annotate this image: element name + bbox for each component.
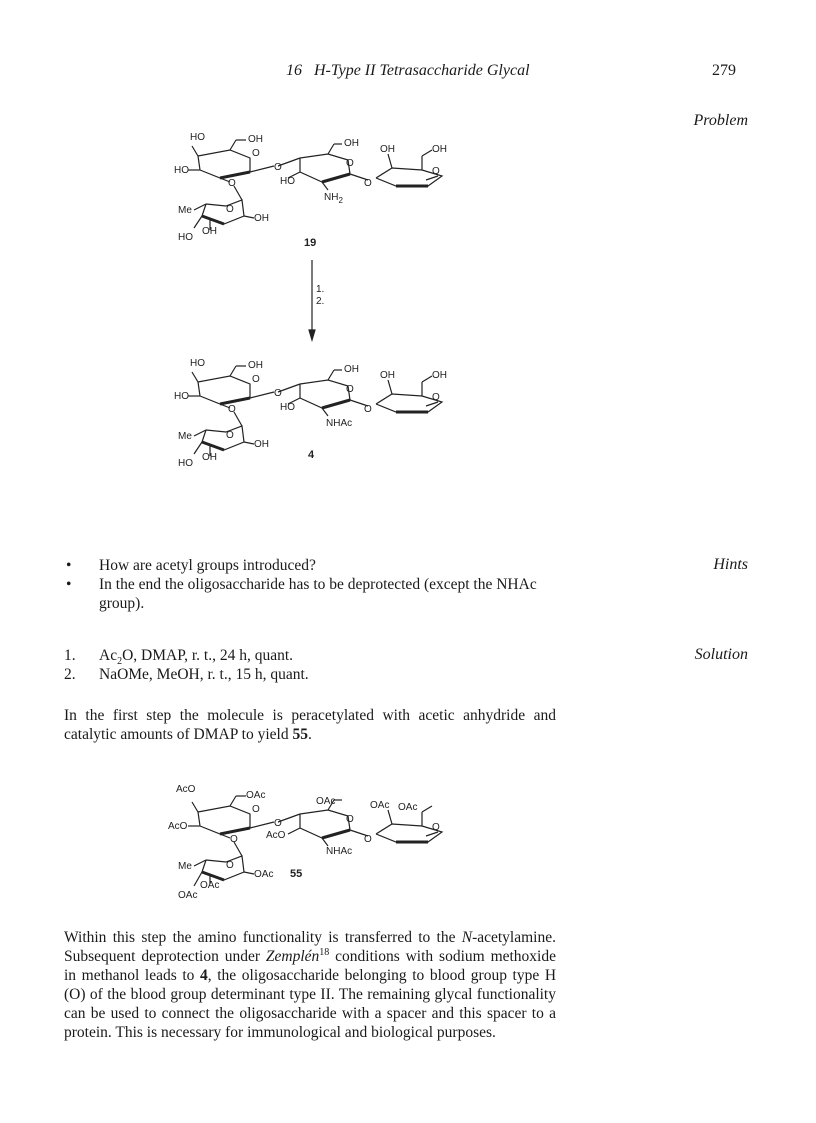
label-ring-o: O: [346, 814, 354, 825]
label-oac: OAc: [254, 869, 274, 880]
label-oac: OAc: [200, 880, 220, 891]
paragraph-text: -acetylamine. Subsequent deprotection under: [64, 929, 556, 965]
label-ring-o: O: [432, 822, 440, 833]
paragraph-text: Within this step the amino functionality is transferred to the: [64, 929, 462, 946]
label-oh: OH: [380, 370, 395, 381]
label-ring-o: O: [252, 374, 260, 385]
label-glycosidic-o: O: [364, 834, 372, 845]
reaction-scheme: [150, 120, 470, 470]
margin-label-hints: Hints: [713, 556, 748, 573]
label-ho: HO: [174, 165, 189, 176]
label-oh: OH: [254, 439, 269, 450]
label-ho: HO: [190, 132, 205, 143]
compound-ref-4: 4: [200, 967, 208, 984]
step-number: 2.: [64, 666, 76, 683]
paragraph-peracetylation: [64, 706, 556, 744]
label-glycosidic-o: O: [364, 404, 372, 415]
solution-step: [64, 665, 556, 684]
label-oh: OH: [380, 144, 395, 155]
label-aco: AcO: [176, 784, 196, 795]
label-glycosidic-o: O: [364, 178, 372, 189]
label-oh: OH: [248, 134, 263, 145]
paragraph-text: .: [307, 726, 312, 743]
label-oac: OAc: [316, 796, 336, 807]
label-glycosidic-o: O: [228, 178, 236, 189]
reaction-arrow: [309, 260, 324, 340]
label-nhac: NHAc: [326, 418, 353, 429]
structure-compound-55: [150, 776, 470, 906]
margin-label-problem: Problem: [693, 112, 748, 129]
label-ho: HO: [174, 391, 189, 402]
hints-list: [64, 556, 556, 613]
structure-compound-4: [174, 358, 447, 469]
label-methyl: Me: [178, 431, 192, 442]
solution-steps: [64, 646, 556, 684]
margin-label-solution: Solution: [694, 646, 748, 663]
italic-zemplen: Zemplén: [265, 948, 320, 965]
hint-item: • How are acetyl groups introduced?: [64, 556, 556, 575]
label-oh: OH: [344, 138, 359, 149]
label-methyl: Me: [178, 861, 192, 872]
compound-number-4: 4: [308, 449, 315, 461]
label-ring-o: O: [346, 384, 354, 395]
step-text: Ac: [99, 647, 118, 664]
label-oh: OH: [202, 452, 217, 463]
hint-item: • In the end the oligosaccharide has to be deprotected (except the NHAc group).: [64, 575, 556, 613]
label-glycosidic-o: O: [228, 404, 236, 415]
italic-n: N: [461, 929, 473, 946]
label-ho: HO: [280, 176, 295, 187]
label-nh2: $NH_2$: [324, 192, 343, 205]
label-oac: OAc: [370, 800, 390, 811]
compound-ref-55: 55: [292, 726, 308, 743]
page-number: 279: [712, 62, 736, 79]
label-aco: AcO: [266, 830, 286, 841]
label-ho: HO: [190, 358, 205, 369]
label-ring-o: O: [432, 392, 440, 403]
label-ring-o: O: [252, 148, 260, 159]
label-ring-o: O: [432, 166, 440, 177]
paragraph-deprotection: [64, 928, 556, 1042]
step-text: O, DMAP, r. t., 24 h, quant.: [122, 647, 294, 664]
label-oh: OH: [248, 360, 263, 371]
step-number: 1.: [64, 647, 76, 664]
label-ho: HO: [280, 402, 295, 413]
label-oh: OH: [344, 364, 359, 375]
label-glycosidic-o: O: [274, 388, 282, 399]
label-oac: OAc: [178, 890, 198, 901]
label-glycosidic-o: O: [274, 162, 282, 173]
label-ho: HO: [178, 458, 193, 469]
paragraph-text: In the first step the molecule is peracetylated with acetic anhydride and catalytic amounts of DMAP to yield: [64, 707, 556, 743]
step-text: NaOMe, MeOH, r. t., 15 h, quant.: [99, 666, 309, 683]
structure-compound-19: [174, 132, 447, 249]
label-ring-o: O: [252, 804, 260, 815]
label-ring-o: O: [226, 430, 234, 441]
compound-number-55: 55: [290, 868, 303, 880]
label-ring-o: O: [226, 204, 234, 215]
reference-superscript: 18: [319, 946, 330, 958]
label-ring-o: O: [346, 158, 354, 169]
label-ring-o: O: [226, 860, 234, 871]
label-aco: AcO: [168, 821, 188, 832]
label-oh: OH: [254, 213, 269, 224]
solution-step: [64, 646, 556, 668]
label-oh: OH: [202, 226, 217, 237]
label-methyl: Me: [178, 205, 192, 216]
running-header-title: 16 H-Type II Tetrasaccharide Glycal: [286, 62, 530, 79]
reaction-step-1-label: 1.: [316, 284, 325, 295]
label-glycosidic-o: O: [230, 834, 238, 845]
label-oac: OAc: [246, 790, 266, 801]
step-subscript: 2: [117, 656, 123, 668]
paragraph-text: , the oligosaccharide belonging to blood group type H (O) of the blood group determinant type II. The remaining glycal functionality can be used to connect the oligosaccharide with a spacer and this spacer to a protein. This is necessary for immunological and biological purposes.: [64, 967, 557, 1041]
label-oh: OH: [432, 144, 447, 155]
paragraph-text: conditions with sodium methoxide in methanol leads to: [64, 948, 556, 984]
label-oac: OAc: [398, 802, 418, 813]
label-glycosidic-o: O: [274, 818, 282, 829]
compound-number-19: 19: [304, 237, 317, 249]
reaction-step-2-label: 2.: [316, 296, 325, 307]
label-nhac: NHAc: [326, 846, 353, 857]
label-ho: HO: [178, 232, 193, 243]
label-oh: OH: [432, 370, 447, 381]
